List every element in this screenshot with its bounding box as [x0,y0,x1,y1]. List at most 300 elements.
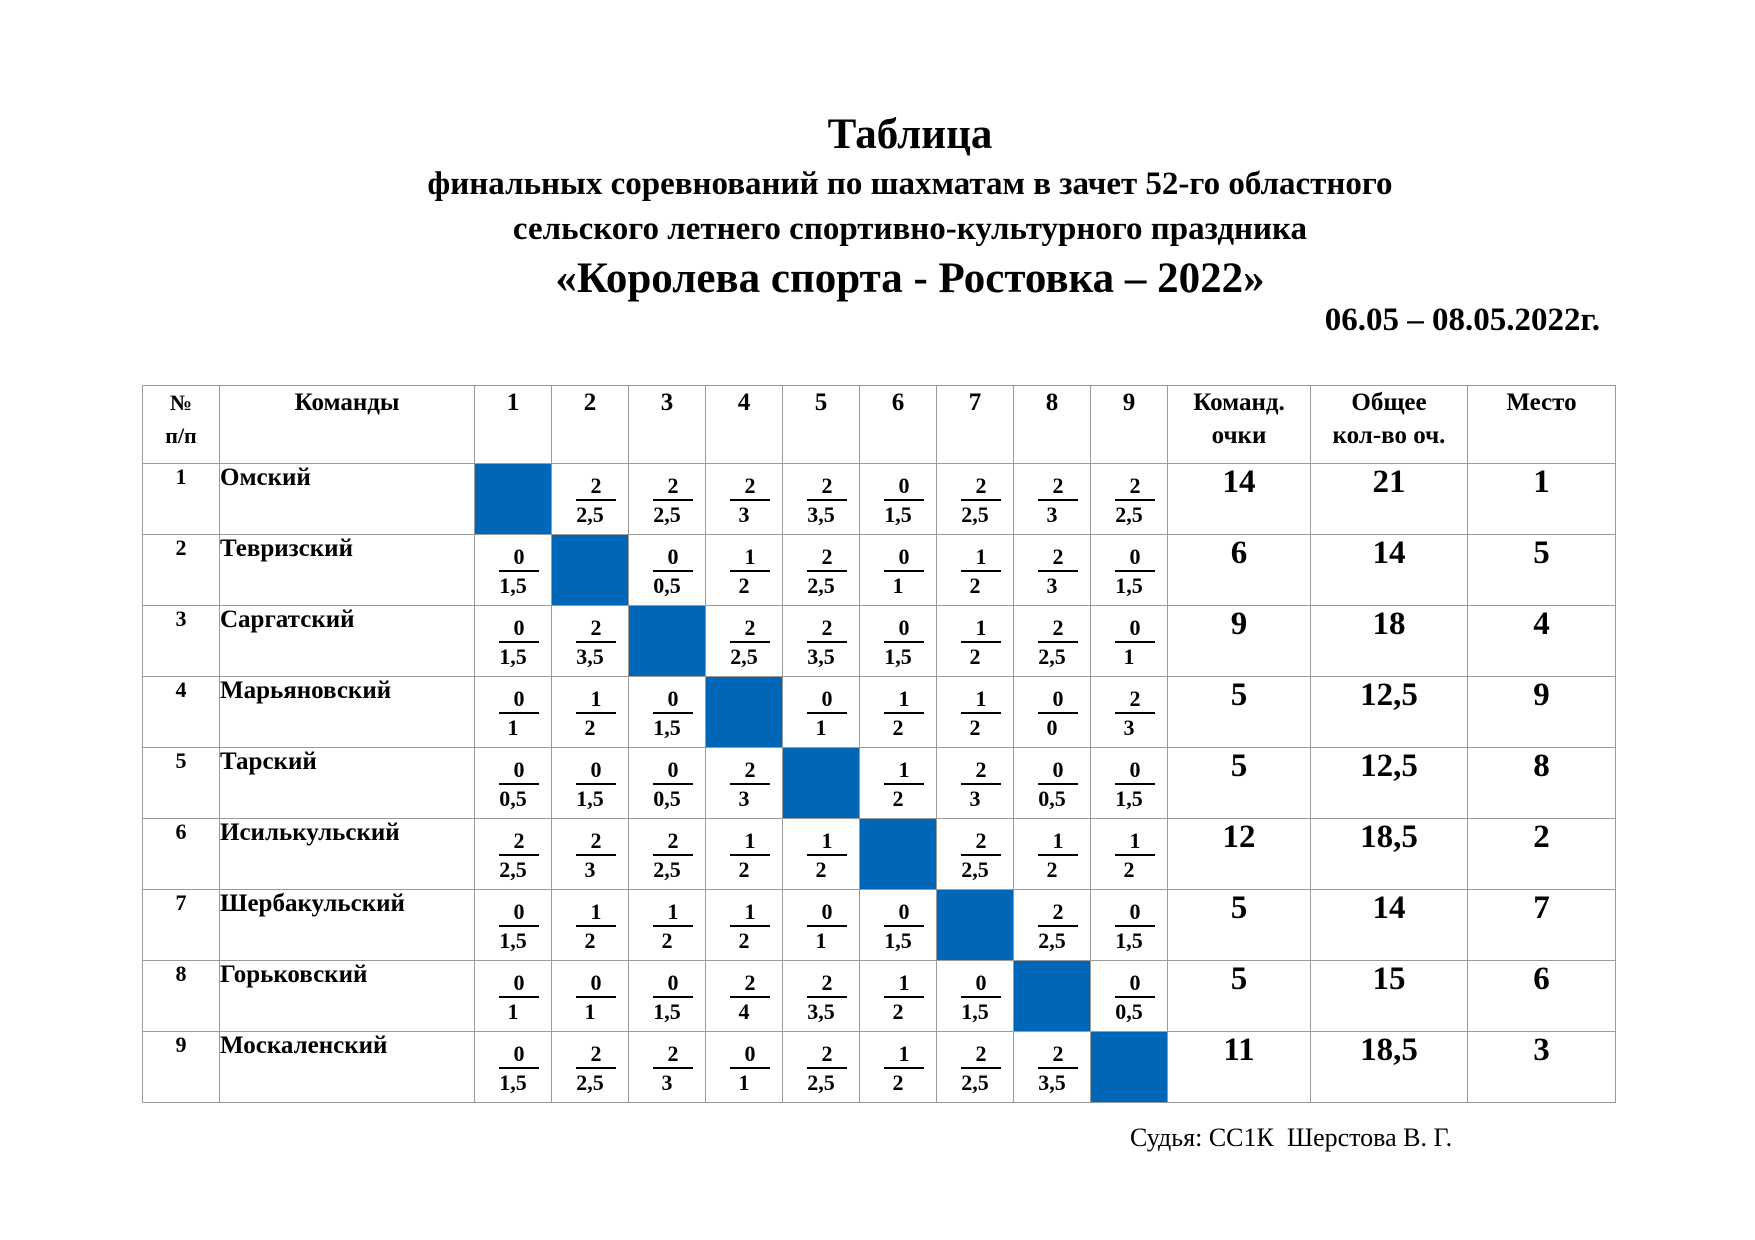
board-points: 2 [738,928,750,953]
result-cell [706,606,783,677]
result-cell [552,819,629,890]
result-cell [860,677,937,748]
header-teams: Команды [220,386,475,464]
team-points: 12 [1168,819,1311,890]
match-points: 2 [807,544,847,572]
board-points: 1,5 [884,928,912,953]
result-fraction [483,757,543,811]
result-fraction [637,473,697,527]
board-points: 2,5 [1115,502,1143,527]
match-points: 2 [499,828,539,856]
match-points: 2 [1038,899,1078,927]
match-points: 1 [884,970,924,998]
board-points: 1,5 [961,999,989,1024]
board-points: 1,5 [653,715,681,740]
result-cell [1091,464,1168,535]
result-fraction [945,757,1005,811]
board-points: 0,5 [653,573,681,598]
diagonal-cell [860,819,937,890]
result-cell [937,748,1014,819]
board-points: 2 [969,573,981,598]
title-line-2: сельского летнего спортивно-культурного праздника [512,211,1308,247]
match-points: 0 [653,686,693,714]
match-points: 2 [730,970,770,998]
result-fraction [560,473,620,527]
result-fraction [868,899,928,953]
board-points: 0,5 [653,786,681,811]
header-total [1311,386,1468,464]
board-points: 2,5 [653,502,681,527]
result-fraction [868,686,928,740]
match-points: 2 [653,473,693,501]
results-table [142,385,1616,1103]
result-cell [1014,535,1091,606]
header-team-points [1168,386,1311,464]
match-points: 2 [807,970,847,998]
board-points: 2 [892,786,904,811]
result-fraction [483,1041,543,1095]
header-round-8: 8 [1014,386,1091,464]
result-cell [629,961,706,1032]
match-points: 2 [807,1041,847,1069]
match-points: 0 [1115,757,1155,785]
team-name: Горьковский [220,961,475,1032]
table-row [143,890,1616,961]
match-points: 2 [807,473,847,501]
result-fraction [483,970,543,1024]
result-fraction [791,970,851,1024]
result-fraction [1022,899,1082,953]
result-cell [783,819,860,890]
title-block [0,108,1755,306]
result-cell [1091,535,1168,606]
board-points: 3,5 [807,644,835,669]
board-points: 2 [969,715,981,740]
board-points: 3,5 [807,999,835,1024]
result-fraction [637,970,697,1024]
board-points: 2,5 [961,857,989,882]
result-fraction [945,970,1005,1024]
board-points: 2,5 [961,502,989,527]
result-cell [1014,748,1091,819]
result-fraction [1099,686,1159,740]
match-points: 1 [576,686,616,714]
header-round-4: 4 [706,386,783,464]
match-points: 2 [653,828,693,856]
match-points: 1 [807,828,847,856]
result-cell [783,961,860,1032]
total-points: 14 [1311,535,1468,606]
row-number: 6 [143,819,220,890]
match-points: 2 [961,757,1001,785]
board-points: 1 [892,573,904,598]
result-fraction [483,615,543,669]
result-cell [937,606,1014,677]
header-num-line2: п/п [165,423,197,448]
result-cell [1091,748,1168,819]
row-number: 8 [143,961,220,1032]
total-points: 12,5 [1311,677,1468,748]
judge-signature: Судья: СС1К Шерстова В. Г. [1130,1123,1453,1152]
header-round-5: 5 [783,386,860,464]
match-points: 1 [961,544,1001,572]
table-row [143,748,1616,819]
match-points: 0 [653,544,693,572]
result-fraction [1099,615,1159,669]
result-fraction [714,828,774,882]
result-cell [783,1032,860,1103]
table-row [143,819,1616,890]
header-round-2: 2 [552,386,629,464]
result-fraction [1099,473,1159,527]
diagonal-cell [706,677,783,748]
board-points: 3 [584,857,596,882]
result-fraction [560,970,620,1024]
diagonal-cell [1091,1032,1168,1103]
total-points: 18,5 [1311,819,1468,890]
result-fraction [1099,757,1159,811]
board-points: 2 [1123,857,1135,882]
result-fraction [791,828,851,882]
result-fraction [637,899,697,953]
result-fraction [791,544,851,598]
result-cell [860,748,937,819]
result-fraction [714,473,774,527]
result-cell [706,890,783,961]
result-cell [706,819,783,890]
board-points: 2,5 [576,1070,604,1095]
match-points: 0 [576,757,616,785]
board-points: 1 [738,1070,750,1095]
board-points: 1 [815,928,827,953]
match-points: 1 [961,615,1001,643]
result-cell [475,748,552,819]
diagonal-cell [629,606,706,677]
result-cell [629,464,706,535]
match-points: 0 [884,473,924,501]
match-points: 0 [499,970,539,998]
result-cell [629,819,706,890]
board-points: 1 [584,999,596,1024]
header-round-7: 7 [937,386,1014,464]
team-name: Омский [220,464,475,535]
match-points: 0 [653,757,693,785]
board-points: 2 [738,857,750,882]
result-fraction [1099,970,1159,1024]
table-row [143,677,1616,748]
result-fraction [714,899,774,953]
match-points: 2 [576,1041,616,1069]
match-points: 2 [961,1041,1001,1069]
header-total-line1: Общее [1351,389,1427,416]
team-points: 5 [1168,961,1311,1032]
board-points: 4 [738,999,750,1024]
place: 9 [1468,677,1616,748]
board-points: 1,5 [1115,786,1143,811]
match-points: 0 [884,544,924,572]
place: 4 [1468,606,1616,677]
match-points: 0 [807,686,847,714]
match-points: 2 [1038,473,1078,501]
team-name: Исилькульский [220,819,475,890]
results-body [143,464,1616,1103]
result-cell [1014,819,1091,890]
board-points: 1 [1123,644,1135,669]
match-points: 0 [1115,544,1155,572]
result-fraction [945,544,1005,598]
result-cell [629,890,706,961]
result-fraction [1022,473,1082,527]
board-points: 2,5 [1038,644,1066,669]
result-cell [475,1032,552,1103]
match-points: 1 [1038,828,1078,856]
board-points: 3,5 [807,502,835,527]
total-points: 15 [1311,961,1468,1032]
match-points: 2 [1038,615,1078,643]
team-name: Шербакульский [220,890,475,961]
result-cell [706,535,783,606]
board-points: 2,5 [653,857,681,882]
total-points: 18,5 [1311,1032,1468,1103]
board-points: 1,5 [1115,928,1143,953]
board-points: 2 [969,644,981,669]
result-cell [475,677,552,748]
diagonal-cell [937,890,1014,961]
board-points: 3 [1046,502,1058,527]
match-points: 2 [1115,686,1155,714]
result-cell [706,961,783,1032]
title-line-1: финальных соревнований по шахматам в зачет 52-го областного [427,166,1393,202]
result-cell [783,890,860,961]
team-name: Тарский [220,748,475,819]
match-points: 0 [653,970,693,998]
board-points: 1 [507,715,519,740]
match-points: 0 [807,899,847,927]
board-points: 1,5 [499,644,527,669]
place: 2 [1468,819,1616,890]
result-cell [475,961,552,1032]
match-points: 2 [730,757,770,785]
board-points: 2 [892,1070,904,1095]
result-cell [475,819,552,890]
match-points: 2 [807,615,847,643]
match-points: 2 [653,1041,693,1069]
result-fraction [714,970,774,1024]
board-points: 2,5 [807,573,835,598]
result-fraction [483,686,543,740]
team-points: 6 [1168,535,1311,606]
board-points: 2 [1046,857,1058,882]
result-fraction [483,544,543,598]
table-row [143,1032,1616,1103]
event-name: «Королева спорта - Ростовка – 2022» [555,255,1265,302]
row-number: 5 [143,748,220,819]
result-fraction [637,757,697,811]
header-round-1: 1 [475,386,552,464]
result-fraction [791,615,851,669]
board-points: 1,5 [499,1070,527,1095]
result-fraction [560,757,620,811]
match-points: 0 [1115,615,1155,643]
board-points: 2,5 [1038,928,1066,953]
board-points: 2 [738,573,750,598]
header-num-line1: № [169,390,193,415]
result-fraction [483,828,543,882]
board-points: 1,5 [884,502,912,527]
team-points: 5 [1168,890,1311,961]
board-points: 1,5 [1115,573,1143,598]
header-round-6: 6 [860,386,937,464]
result-fraction [945,615,1005,669]
result-cell [706,748,783,819]
result-fraction [945,686,1005,740]
result-cell [1091,961,1168,1032]
result-cell [1091,819,1168,890]
result-fraction [1022,615,1082,669]
result-cell [1091,606,1168,677]
header-team-points-line2: очки [1211,422,1267,449]
header-round-3: 3 [629,386,706,464]
result-fraction [560,615,620,669]
result-cell [860,464,937,535]
diagonal-cell [552,535,629,606]
result-fraction [1099,899,1159,953]
board-points: 2 [892,999,904,1024]
board-points: 0,5 [1038,786,1066,811]
match-points: 1 [576,899,616,927]
board-points: 2,5 [499,857,527,882]
board-points: 1 [507,999,519,1024]
board-points: 2,5 [807,1070,835,1095]
result-fraction [483,899,543,953]
match-points: 0 [1038,686,1078,714]
result-cell [552,464,629,535]
result-cell [629,748,706,819]
result-fraction [868,615,928,669]
header-total-line2: кол-во оч. [1332,422,1446,449]
place: 7 [1468,890,1616,961]
row-number: 9 [143,1032,220,1103]
table-row [143,464,1616,535]
result-cell [475,890,552,961]
result-cell [860,961,937,1032]
diagonal-cell [475,464,552,535]
match-points: 0 [499,686,539,714]
result-cell [1091,677,1168,748]
row-number: 4 [143,677,220,748]
result-cell [937,677,1014,748]
board-points: 0,5 [499,786,527,811]
board-points: 2 [584,715,596,740]
total-points: 18 [1311,606,1468,677]
result-fraction [714,615,774,669]
result-fraction [791,473,851,527]
board-points: 2,5 [576,502,604,527]
board-points: 1,5 [653,999,681,1024]
match-points: 2 [730,473,770,501]
place: 3 [1468,1032,1616,1103]
result-cell [629,1032,706,1103]
table-row [143,535,1616,606]
result-fraction [714,1041,774,1095]
result-cell [1091,890,1168,961]
match-points: 1 [730,899,770,927]
result-cell [1014,1032,1091,1103]
match-points: 1 [961,686,1001,714]
team-points: 9 [1168,606,1311,677]
board-points: 1,5 [576,786,604,811]
result-fraction [637,1041,697,1095]
result-fraction [945,473,1005,527]
result-fraction [868,970,928,1024]
page-title: Таблица [827,111,993,158]
board-points: 2 [815,857,827,882]
result-fraction [868,544,928,598]
result-fraction [791,899,851,953]
result-cell [937,1032,1014,1103]
result-cell [860,606,937,677]
team-name: Марьяновский [220,677,475,748]
result-cell [937,464,1014,535]
result-fraction [1022,1041,1082,1095]
result-fraction [637,828,697,882]
result-cell [629,677,706,748]
match-points: 0 [499,757,539,785]
result-fraction [1099,544,1159,598]
result-cell [783,535,860,606]
result-fraction [637,686,697,740]
match-points: 0 [499,899,539,927]
result-fraction [1022,544,1082,598]
header-round-9: 9 [1091,386,1168,464]
result-cell [860,535,937,606]
board-points: 0 [1046,715,1058,740]
match-points: 0 [1115,899,1155,927]
result-cell [475,606,552,677]
total-points: 21 [1311,464,1468,535]
board-points: 3 [738,786,750,811]
result-fraction [560,1041,620,1095]
total-points: 12,5 [1311,748,1468,819]
result-cell [552,748,629,819]
match-points: 0 [1115,970,1155,998]
table-row [143,606,1616,677]
place: 8 [1468,748,1616,819]
board-points: 1,5 [499,928,527,953]
match-points: 2 [576,615,616,643]
row-number: 2 [143,535,220,606]
result-cell [552,890,629,961]
result-cell [783,464,860,535]
place: 5 [1468,535,1616,606]
result-fraction [791,686,851,740]
match-points: 2 [1115,473,1155,501]
result-cell [937,961,1014,1032]
match-points: 1 [730,828,770,856]
board-points: 1,5 [499,573,527,598]
team-name: Москаленский [220,1032,475,1103]
match-points: 2 [1038,1041,1078,1069]
result-fraction [714,544,774,598]
board-points: 3 [969,786,981,811]
board-points: 2 [661,928,673,953]
result-fraction [560,828,620,882]
event-dates: 06.05 – 08.05.2022г. [1324,302,1600,338]
header-row [143,386,1616,464]
board-points: 1,5 [884,644,912,669]
table-row [143,961,1616,1032]
board-points: 3 [661,1070,673,1095]
